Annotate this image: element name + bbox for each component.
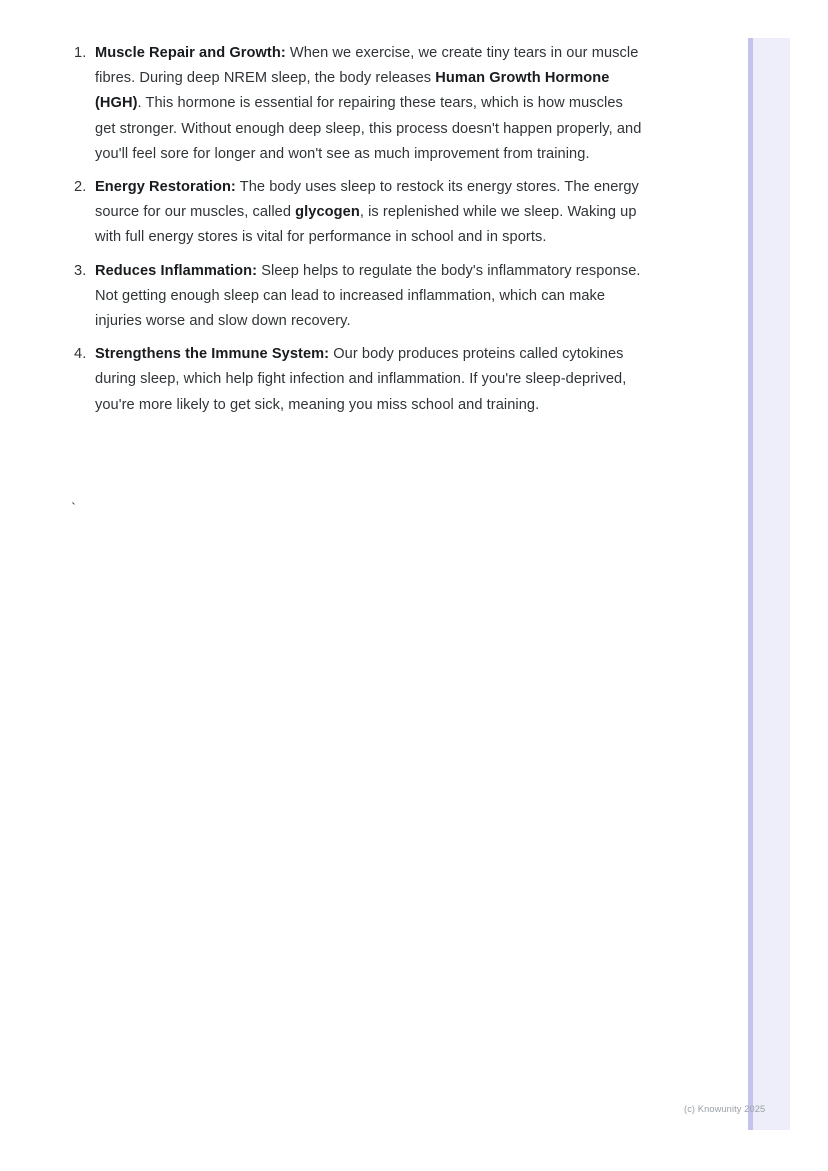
list-item-body-after: , is replenished while we sleep. Waking up with full energy stores is vital for performance in school and in sports. xyxy=(95,204,637,246)
list-item-body-after: . This hormone is essential for repairing these tears, which is how muscles get stronger. Without enough deep sleep, this process doesn't happen properly, and you'll feel sore for longer and won't see as much improvement from training. xyxy=(95,95,642,162)
list-item-body-before: Sleep helps to regulate the body's inflammatory response. Not getting enough sleep can lead to increased inflammation, which can make injuries worse and slow down recovery. xyxy=(95,262,641,330)
list-item xyxy=(74,259,642,335)
list-item xyxy=(74,175,642,251)
list-item-lead: Energy Restoration: xyxy=(95,179,236,196)
ordered-note-list xyxy=(74,41,642,418)
list-item-emphasis: glycogen xyxy=(295,204,360,221)
list-item xyxy=(74,41,642,167)
list-item-body-before: The body uses sleep to restock its energy stores. The energy source for our muscles, called xyxy=(95,179,639,221)
scroll-indicator[interactable] xyxy=(748,38,790,1130)
list-item-body-before: Our body produces proteins called cytokines during sleep, which help fight infection and inflammation. If you're sleep-deprived, you're more likely to get sick, meaning you miss school and training. xyxy=(95,346,627,413)
list-item-emphasis: Human Growth Hormone (HGH) xyxy=(95,70,610,112)
list-item-body-before: When we exercise, we create tiny tears in our muscle fibres. During deep NREM sleep, the body releases xyxy=(95,45,639,87)
list-item-lead: Muscle Repair and Growth: xyxy=(95,45,286,61)
copyright-watermark: (c) Knowunity 2025 xyxy=(684,1104,766,1114)
list-item xyxy=(74,342,642,418)
list-item-lead: Reduces Inflammation: xyxy=(95,262,258,279)
list-item-lead: Strengthens the Immune System: xyxy=(95,346,330,363)
stray-backtick-character: ` xyxy=(69,502,78,518)
note-content xyxy=(74,41,642,418)
